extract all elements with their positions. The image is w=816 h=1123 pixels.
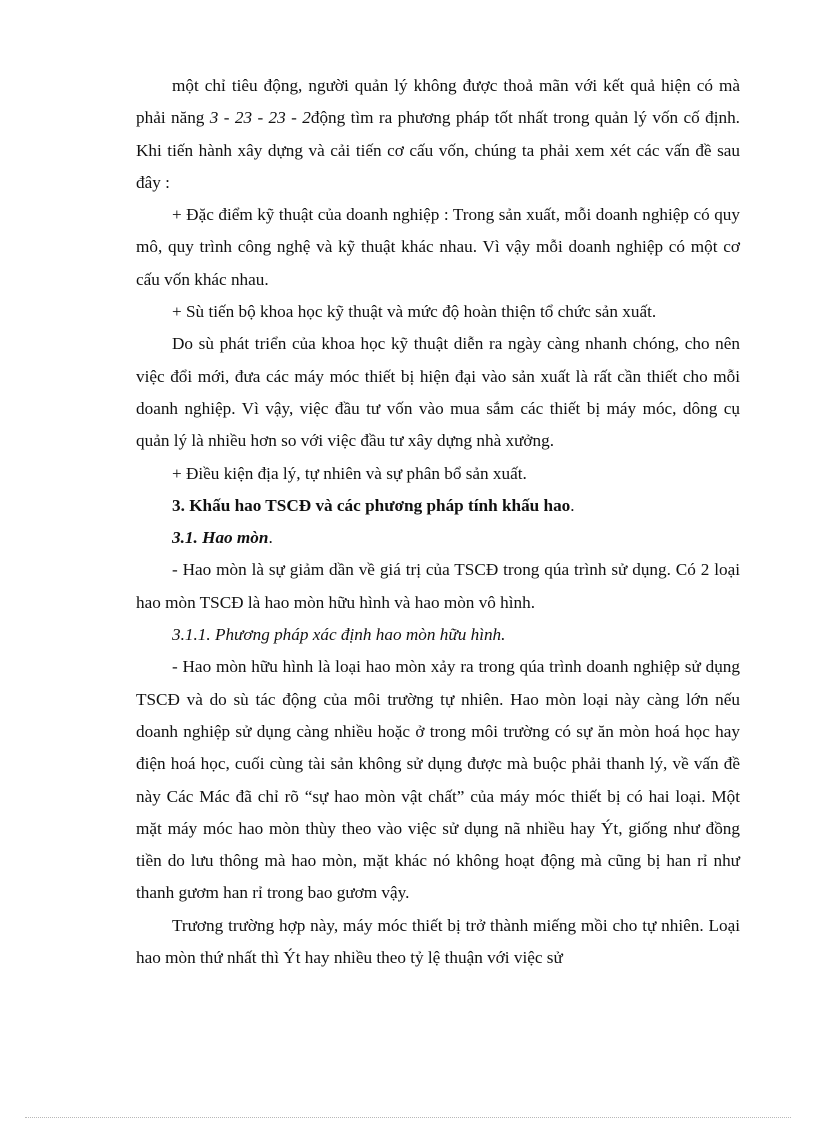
- text-run: - Hao mòn hữu hình là loại hao mòn xảy ra trong qúa trình doanh nghiệp sử dụng TSCĐ và do sù tác động của môi trường tự nhiên. Hao mòn loại này càng lớn nếu doanh nghiệp sử dụng càng nhiều hoặc ở trong môi trường có sự ăn mòn hoá học hay điện hoá học, cuối cùng tài sản không sử dụng được mà buộc phải thanh lý, về vấn đề này Các Mác đã chỉ rõ “sự hao mòn vật chất” của máy móc thiết bị có hai loại. Một mặt máy móc hao mòn thùy theo vào việc sử dụng nã nhiều hay Ýt, giống như đồng tiền do lưu thông mà hao mòn, mặt khác nó không hoạt động mà cũng bị han rỉ như thanh gươm han rỉ trong bao gươm vậy.: [136, 657, 740, 903]
- paragraph-technical-features: [136, 199, 740, 296]
- subsubsection-heading-physical-wear: [136, 619, 740, 651]
- text-run: + Đặc điểm kỹ thuật của doanh nghiệp : Trong sản xuất, mỗi doanh nghiệp có quy mô, quy trình công nghệ và kỹ thuật khác nhau. Vì vậy mỗi doanh nghiệp có một cơ cấu vốn khác nhau.: [136, 205, 740, 289]
- text-run: một chỉ tiêu động, người quản lý không được thoả mãn với kết quả hiện có mà phải năng: [136, 76, 740, 128]
- text-run: - Hao mòn là sự giảm dần về giá trị của TSCĐ trong qúa trình sử dụng. Có 2 loại hao mòn TSCĐ là hao mòn hữu hình và hao mòn vô hình.: [136, 560, 740, 612]
- paragraph-intro: [136, 70, 740, 199]
- body-text: [136, 70, 740, 974]
- paragraph-physical-wear: [136, 651, 740, 909]
- paragraph-technology-progress: [136, 296, 740, 328]
- page-bottom-dotted-divider: [25, 1117, 791, 1118]
- text-run: + Sù tiến bộ khoa học kỹ thuật và mức độ hoàn thiện tổ chức sản xuất.: [172, 302, 657, 322]
- text-run: 3. Khấu hao TSCĐ và các phương pháp tính khấu hao: [172, 495, 571, 515]
- text-run: .: [268, 528, 273, 548]
- paragraph-wear-definition: [136, 554, 740, 619]
- text-run: 3.1.1. Phương pháp xác định hao mòn hữu hình.: [172, 625, 506, 645]
- section-heading-depreciation: [136, 490, 740, 522]
- text-run: động tìm ra phương pháp tốt nhất trong quản lý vốn cố định. Khi tiến hành xây dựng và cải tiến cơ cấu vốn, chúng ta phải xem xét các vấn đề sau đây :: [136, 108, 740, 192]
- paragraph-continuation: [136, 910, 740, 975]
- text-run: + Điều kiện địa lý, tự nhiên và sự phân bổ sản xuất.: [172, 463, 527, 483]
- paragraph-geographic-conditions: [136, 458, 740, 490]
- text-run: Trương trường hợp này, máy móc thiết bị trở thành miếng mồi cho tự nhiên. Loại hao mòn thứ nhất thì Ýt hay nhiều theo tỷ lệ thuận với việc sử: [136, 915, 740, 968]
- paragraph-development-impact: [136, 328, 740, 457]
- subsection-heading-wear: [136, 522, 740, 554]
- text-run: .: [570, 495, 575, 515]
- text-run: 3.1. Hao mòn: [172, 528, 269, 548]
- text-run: 3 - 23 - 23 - 2: [209, 108, 311, 128]
- text-run: Do sù phát triển của khoa học kỹ thuật diễn ra ngày càng nhanh chóng, cho nên việc đổi mới, đưa các máy móc thiết bị hiện đại vào sản xuất là rất cần thiết cho mỗi doanh nghiệp. Vì vậy, việc đầu tư vốn vào mua sắm các thiết bị máy móc, dông cụ quản lý là nhiều hơn so với việc đầu tư xây dựng nhà xưởng.: [136, 334, 740, 451]
